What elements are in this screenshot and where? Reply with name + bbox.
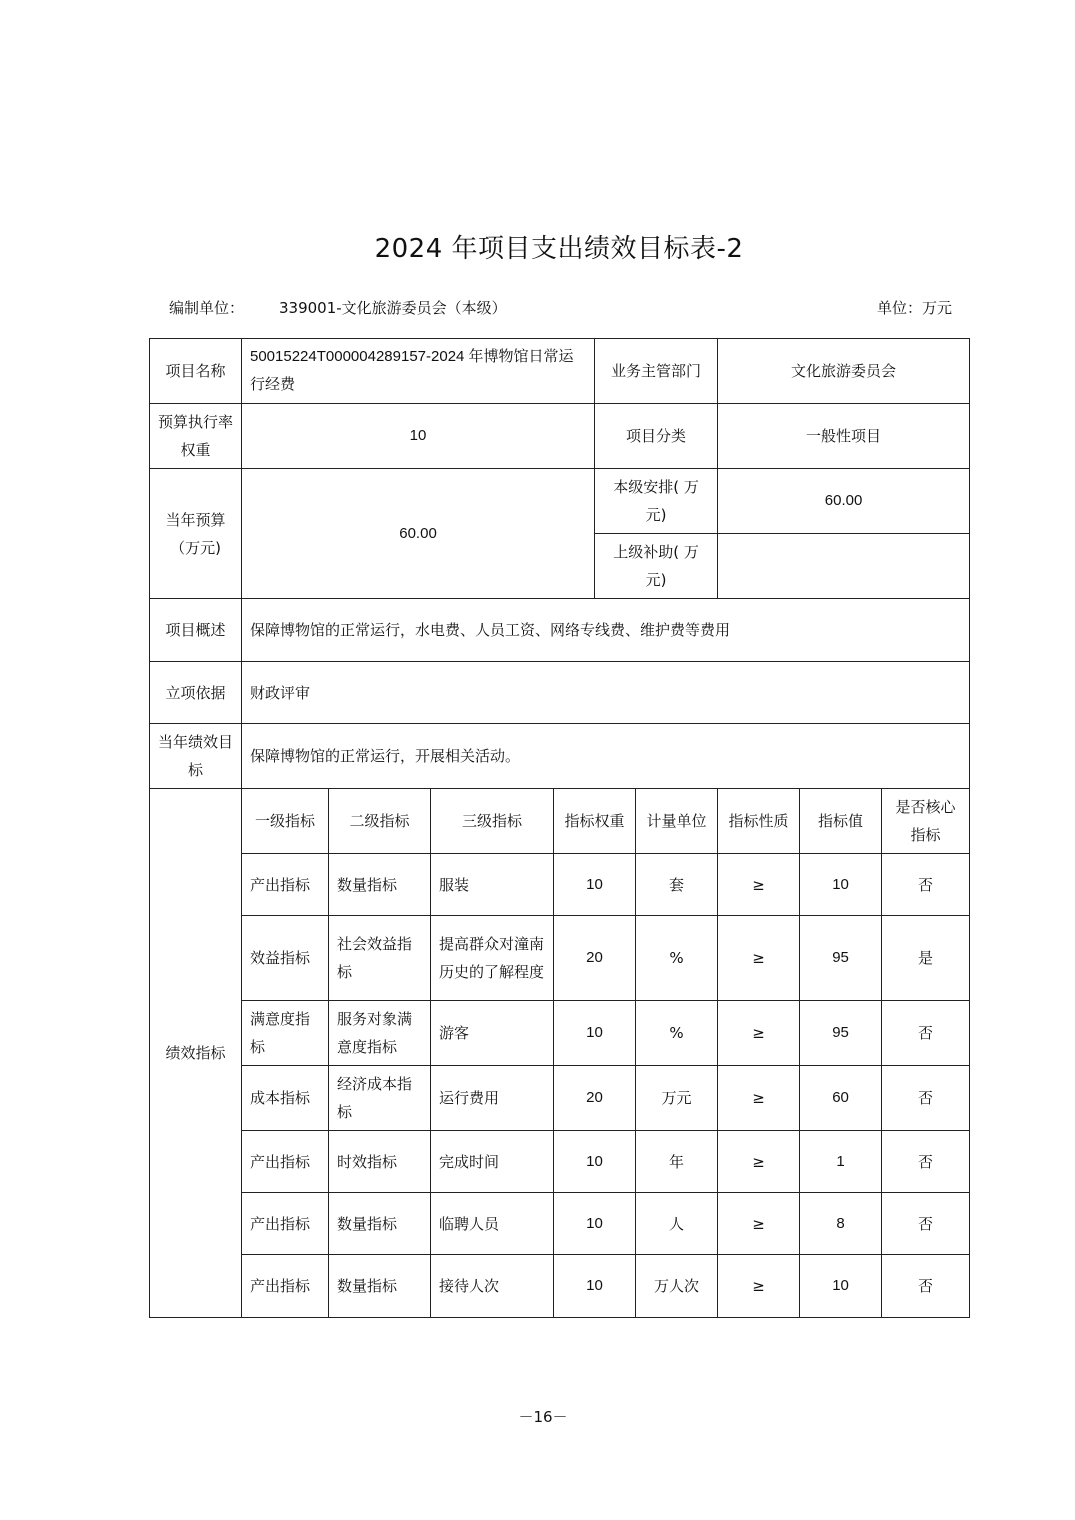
cell-level3: 游客	[431, 1001, 554, 1066]
upper-subsidy-label: 上级补助( 万元)	[595, 534, 718, 599]
cell-unit: 套	[636, 854, 718, 916]
compiling-unit-label: 编制单位：	[169, 299, 245, 317]
cell-level2: 社会效益指标	[329, 916, 431, 1001]
cell-weight: 20	[554, 1066, 636, 1131]
cell-nature: ≥	[718, 854, 800, 916]
cell-level3: 提高群众对潼南历史的了解程度	[431, 916, 554, 1001]
cell-nature: ≥	[718, 1001, 800, 1066]
cell-core: 否	[882, 1255, 970, 1318]
cell-unit: 万人次	[636, 1255, 718, 1318]
cell-core: 是	[882, 916, 970, 1001]
cell-value: 1	[800, 1131, 882, 1193]
cell-core: 否	[882, 1131, 970, 1193]
table-row	[150, 1255, 970, 1318]
cell-weight: 10	[554, 1001, 636, 1066]
header-value: 指标值	[800, 789, 882, 854]
annual-budget-label: 当年预算（万元)	[150, 469, 242, 599]
performance-target-table	[149, 338, 970, 1318]
department-label: 业务主管部门	[595, 339, 718, 404]
cell-weight: 20	[554, 916, 636, 1001]
cell-level2: 时效指标	[329, 1131, 431, 1193]
header-level3: 三级指标	[431, 789, 554, 854]
cell-unit: %	[636, 1001, 718, 1066]
table-row	[150, 854, 970, 916]
header-level2: 二级指标	[329, 789, 431, 854]
cell-level1: 产出指标	[242, 1131, 329, 1193]
cell-nature: ≥	[718, 1255, 800, 1318]
project-category-value: 一般性项目	[718, 404, 970, 469]
cell-level1: 产出指标	[242, 1255, 329, 1318]
project-name-value: 50015224T000004289157-2024 年博物馆日常运行经费	[242, 339, 595, 404]
annual-budget-value: 60.00	[242, 469, 595, 599]
cell-core: 否	[882, 854, 970, 916]
upper-subsidy-value	[718, 534, 970, 599]
local-arrangement-label: 本级安排( 万元)	[595, 469, 718, 534]
header-core: 是否核心指标	[882, 789, 970, 854]
table-row	[150, 1066, 970, 1131]
cell-level1: 成本指标	[242, 1066, 329, 1131]
cell-unit: 人	[636, 1193, 718, 1255]
cell-level1: 效益指标	[242, 916, 329, 1001]
local-arrangement-value: 60.00	[718, 469, 970, 534]
header-level1: 一级指标	[242, 789, 329, 854]
approval-basis-label: 立项依据	[150, 662, 242, 724]
cell-level2: 经济成本指标	[329, 1066, 431, 1131]
project-overview-label: 项目概述	[150, 599, 242, 662]
cell-nature: ≥	[718, 1193, 800, 1255]
cell-level3: 完成时间	[431, 1131, 554, 1193]
execution-weight-value: 10	[242, 404, 595, 469]
cell-level1: 产出指标	[242, 854, 329, 916]
cell-level2: 数量指标	[329, 854, 431, 916]
currency-unit: 单位：万元	[877, 299, 953, 317]
cell-value: 10	[800, 854, 882, 916]
table-row	[150, 1001, 970, 1066]
cell-weight: 10	[554, 1193, 636, 1255]
cell-core: 否	[882, 1193, 970, 1255]
project-name-label: 项目名称	[150, 339, 242, 404]
cell-level2: 数量指标	[329, 1193, 431, 1255]
cell-level3: 运行费用	[431, 1066, 554, 1131]
cell-value: 8	[800, 1193, 882, 1255]
cell-weight: 10	[554, 1255, 636, 1318]
cell-level2: 服务对象满意度指标	[329, 1001, 431, 1066]
compiling-unit-name: 339001-文化旅游委员会（本级）	[279, 299, 507, 317]
cell-value: 10	[800, 1255, 882, 1318]
cell-unit: 万元	[636, 1066, 718, 1131]
indicators-section-label: 绩效指标	[150, 789, 242, 1318]
table-row	[150, 916, 970, 1001]
cell-value: 95	[800, 916, 882, 1001]
header-unit: 计量单位	[636, 789, 718, 854]
annual-goal-value: 保障博物馆的正常运行，开展相关活动。	[242, 724, 970, 789]
project-overview-value: 保障博物馆的正常运行，水电费、人员工资、网络专线费、维护费等费用	[242, 599, 970, 662]
department-value: 文化旅游委员会	[718, 339, 970, 404]
cell-nature: ≥	[718, 1131, 800, 1193]
cell-value: 60	[800, 1066, 882, 1131]
cell-weight: 10	[554, 1131, 636, 1193]
header-weight: 指标权重	[554, 789, 636, 854]
cell-nature: ≥	[718, 1066, 800, 1131]
cell-nature: ≥	[718, 916, 800, 1001]
table-row	[150, 1193, 970, 1255]
project-category-label: 项目分类	[595, 404, 718, 469]
header-nature: 指标性质	[718, 789, 800, 854]
page-number: －16－	[518, 1408, 568, 1426]
page-title: 2024 年项目支出绩效目标表-2	[374, 234, 744, 264]
cell-unit: 年	[636, 1131, 718, 1193]
cell-core: 否	[882, 1066, 970, 1131]
cell-value: 95	[800, 1001, 882, 1066]
annual-goal-label: 当年绩效目标	[150, 724, 242, 789]
cell-level1: 产出指标	[242, 1193, 329, 1255]
approval-basis-value: 财政评审	[242, 662, 970, 724]
cell-level3: 服装	[431, 854, 554, 916]
cell-core: 否	[882, 1001, 970, 1066]
cell-unit: %	[636, 916, 718, 1001]
cell-level1: 满意度指标	[242, 1001, 329, 1066]
table-row	[150, 1131, 970, 1193]
execution-weight-label: 预算执行率权重	[150, 404, 242, 469]
cell-level2: 数量指标	[329, 1255, 431, 1318]
cell-level3: 接待人次	[431, 1255, 554, 1318]
cell-weight: 10	[554, 854, 636, 916]
cell-level3: 临聘人员	[431, 1193, 554, 1255]
